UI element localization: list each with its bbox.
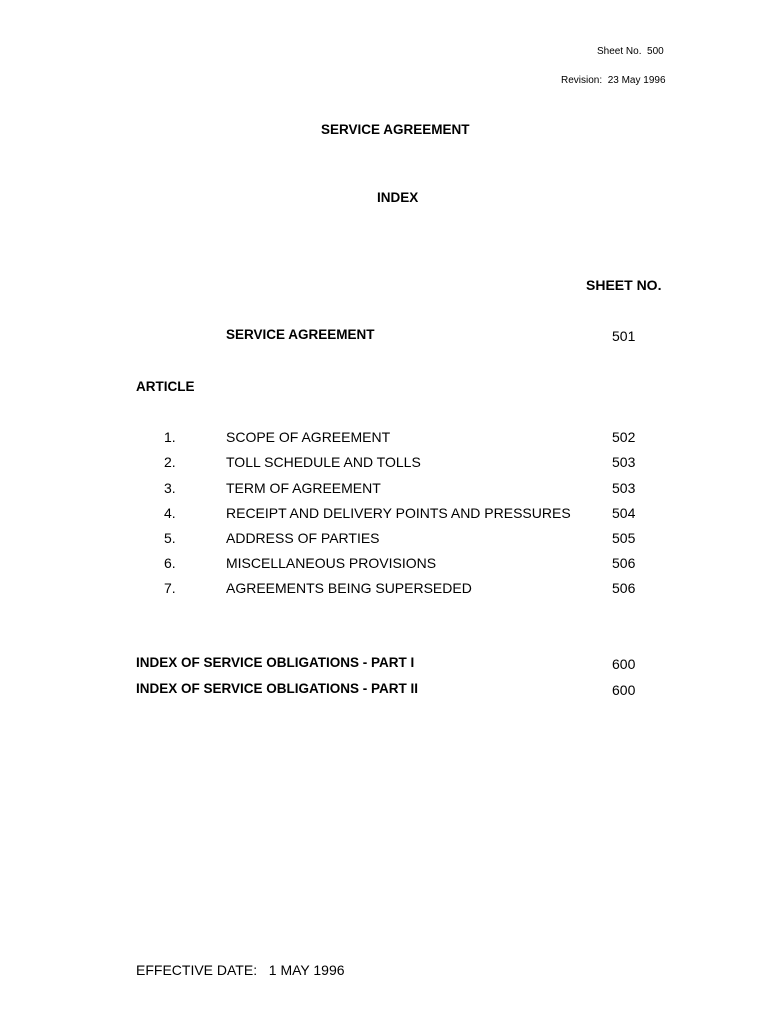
- article-sheet: 502: [612, 429, 636, 445]
- revision-header: [561, 75, 666, 86]
- sheet-number-label: Sheet No.: [597, 46, 642, 57]
- article-sheet: 504: [612, 505, 636, 521]
- article-title: RECEIPT AND DELIVERY POINTS AND PRESSURES: [226, 505, 571, 521]
- revision-value: 23 May 1996: [607, 75, 666, 86]
- effective-date-value: 1 MAY 1996: [268, 962, 345, 978]
- article-number: 6.: [164, 555, 176, 571]
- article-title: ADDRESS OF PARTIES: [226, 530, 380, 546]
- revision-label: Revision:: [561, 75, 603, 86]
- article-sheet: 506: [612, 580, 636, 596]
- article-title: AGREEMENTS BEING SUPERSEDED: [226, 580, 472, 596]
- sheet-number-header: [597, 46, 664, 57]
- article-title: SCOPE OF AGREEMENT: [226, 429, 391, 445]
- article-number: 3.: [164, 480, 176, 496]
- obligations-part-2-label: INDEX OF SERVICE OBLIGATIONS - PART II: [136, 681, 419, 696]
- article-sheet: 505: [612, 530, 636, 546]
- article-sheet: 503: [612, 454, 636, 470]
- effective-date-label: EFFECTIVE DATE:: [136, 962, 258, 978]
- article-number: 1.: [164, 429, 176, 445]
- index-heading: INDEX: [377, 190, 419, 205]
- article-title: MISCELLANEOUS PROVISIONS: [226, 555, 437, 571]
- article-number: 5.: [164, 530, 176, 546]
- article-number: 7.: [164, 580, 176, 596]
- document-title: SERVICE AGREEMENT: [321, 122, 470, 137]
- obligations-part-2-sheet: 600: [612, 682, 636, 698]
- article-title: TERM OF AGREEMENT: [226, 480, 381, 496]
- obligations-part-1-label: INDEX OF SERVICE OBLIGATIONS - PART I: [136, 655, 415, 670]
- article-number: 2.: [164, 454, 176, 470]
- article-heading: ARTICLE: [136, 379, 195, 394]
- article-sheet: 506: [612, 555, 636, 571]
- article-title: TOLL SCHEDULE AND TOLLS: [226, 454, 421, 470]
- article-number: 4.: [164, 505, 176, 521]
- obligations-part-1-sheet: 600: [612, 656, 636, 672]
- article-sheet: 503: [612, 480, 636, 496]
- service-agreement-label: SERVICE AGREEMENT: [226, 327, 375, 342]
- service-agreement-sheet: 501: [612, 328, 636, 344]
- sheet-no-heading: SHEET NO.: [586, 277, 662, 293]
- sheet-number-value: 500: [647, 46, 664, 57]
- effective-date: [136, 962, 345, 978]
